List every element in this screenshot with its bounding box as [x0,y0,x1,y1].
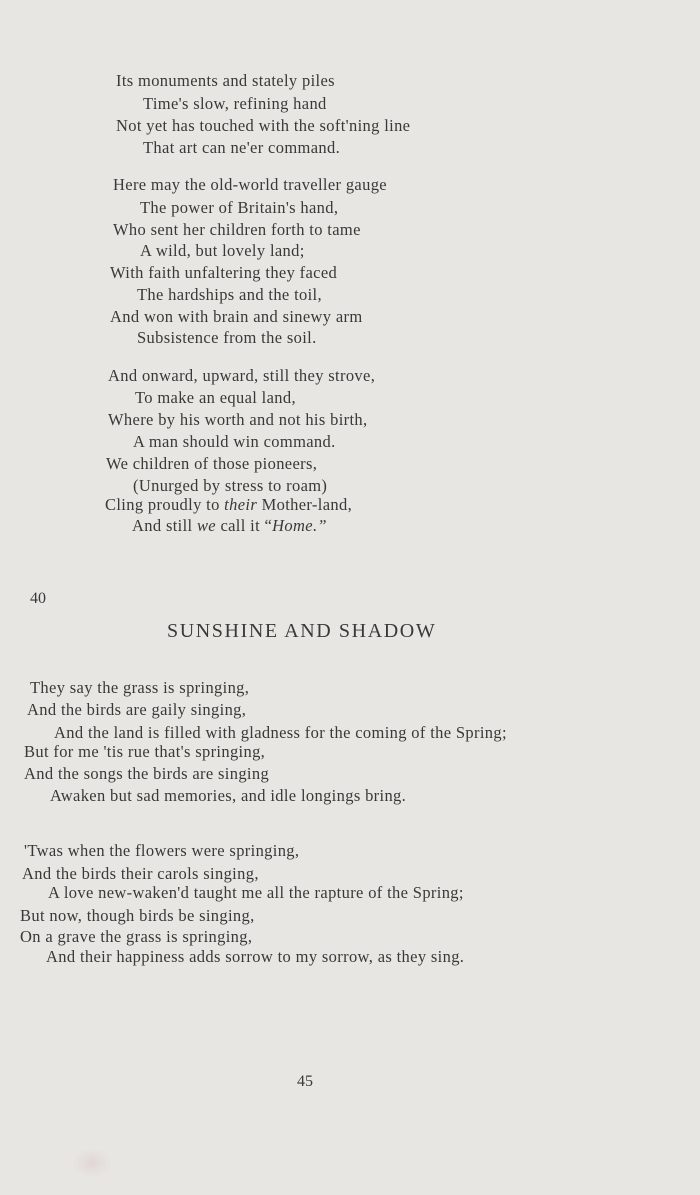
poem-text-italic: Home.” [272,516,327,535]
poem-line: That art can ne'er command. [143,138,341,157]
poem-text: Cling proudly to [105,495,225,514]
poem-line: Its monuments and stately piles [116,71,335,90]
poem-line: But for me 'tis rue that's springing, [24,742,266,761]
poem-line: But now, though birds be singing, [20,906,255,925]
page-number: 45 [297,1073,313,1090]
poem-text-italic: their [224,495,258,514]
poem-line: With faith unfaltering they faced [110,263,338,282]
poem-text: call it “ [215,516,273,535]
poem-line: We children of those pioneers, [106,454,318,473]
poem-line [105,497,352,514]
poem-line: And onward, upward, still they strove, [108,366,376,385]
poem-line: And won with brain and sinewy arm [110,307,363,326]
poem-line: 'Twas when the flowers were springing, [24,841,300,860]
poem-line: Awaken but sad memories, and idle longings bring. [50,786,407,805]
poem-line: And the birds their carols singing, [22,864,259,883]
poem-line: Not yet has touched with the soft'ning line [116,116,411,135]
poem-line: (Unurged by stress to roam) [133,476,328,495]
poem-line: Time's slow, refining hand [143,94,327,113]
poem-line: And the songs the birds are singing [24,764,270,783]
poem-line: On a grave the grass is springing, [20,927,253,946]
poem-line: And their happiness adds sorrow to my sorrow, as they sing. [46,947,465,966]
poem-text: Mother-land, [257,495,353,514]
poem-line: They say the grass is springing, [30,678,250,697]
poem-line: Who sent her children forth to tame [113,220,361,239]
poem-line: And the birds are gaily singing, [27,700,247,719]
poem-title: SUNSHINE AND SHADOW [167,620,437,642]
page-number: 40 [30,590,46,607]
poem-line: A man should win command. [133,432,336,451]
paper-stain [72,1148,112,1178]
poem-line: To make an equal land, [135,388,296,407]
poem-line: Subsistence from the soil. [137,328,317,347]
poem-line [132,518,327,535]
poem-line: A wild, but lovely land; [140,241,305,260]
poem-line: And the land is filled with gladness for the coming of the Spring; [54,723,507,742]
poem-line: Where by his worth and not his birth, [108,410,368,429]
poem-text-italic: we [196,516,216,535]
poem-line: Here may the old-world traveller gauge [113,175,387,194]
poem-text: And still [132,516,197,535]
poem-line: The power of Britain's hand, [140,198,339,217]
poem-line: The hardships and the toil, [137,285,322,304]
poem-line: A love new-waken'd taught me all the rapture of the Spring; [48,883,464,902]
